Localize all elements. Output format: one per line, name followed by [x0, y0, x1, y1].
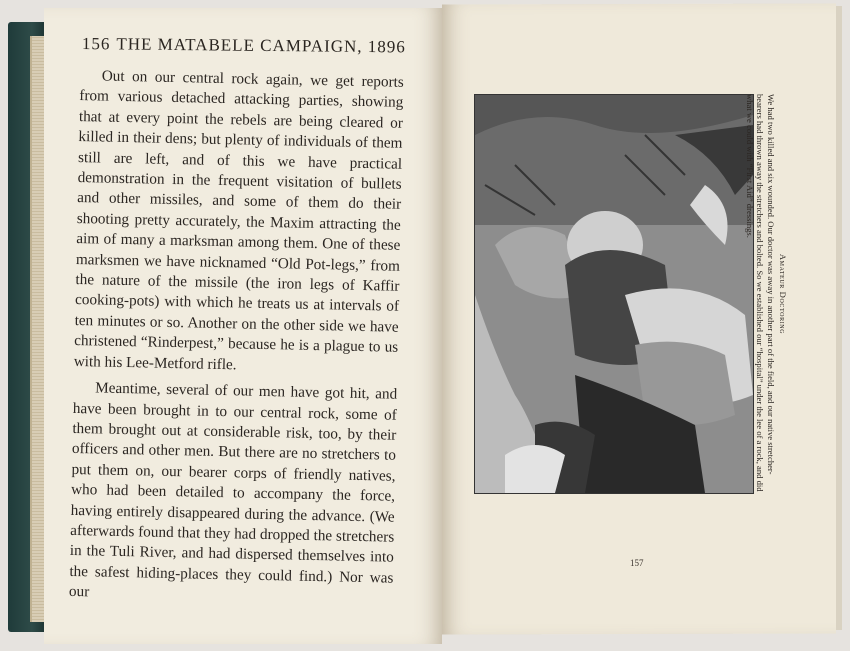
right-page-number: 157 [630, 558, 644, 568]
right-page-edge [836, 6, 842, 630]
caption-text: We had two killed and six wounded. Our doctor was away in another part of the field, and our native stretcher-bearers had thrown away the stretchers and bolted. So we established our “hospital” under the lee of a rock, and did what we could with “First Aid” dressings. [744, 94, 776, 492]
caption-title: Amateur Doctoring [778, 253, 788, 335]
photo-caption [744, 94, 788, 494]
left-page-number: 156 [81, 34, 111, 54]
paragraph-1: Out on our central rock again, we get reports from various detached attacking parties, showing that at every point the rebels are being cleared or killed in their dens; but plenty of individuals of them still are left, and of this we have practical demonstration in the frequent visitation of bullets and other missiles, and some of them do their shooting pretty accurately, the Maxim attracting the aim of many a marksman among them. One of these marksmen we have nicknamed “Old Pot-legs,” from the nature of the missile (the iron legs of Kaffir cooking-pots) with which he treats us at intervals of ten minutes or so. Another on the other side we have christened “Rinderpest,” because he is a plague to us with his Lee-Metford rifle. [73, 67, 404, 374]
photo-illustration [475, 95, 753, 493]
paragraph-2: Meantime, several of our men have got hit, and have been brought in to our central rock, some of them brought out at considerable risk, too, by their officers and other men. But there are no stretchers to put them on, our bearer corps of friendly natives, who had been detailed to accompany the force, having entirely disappeared during the advance. (We afterwards found that they had dropped the stretchers in the Tuli River, and had dispersed themselves into the safest hiding-places they could find.) Nor was our [68, 379, 398, 601]
body-text [69, 66, 404, 609]
halftone-photograph-icon [474, 94, 754, 494]
running-head-title: THE MATABELE CAMPAIGN, 1896 [116, 34, 406, 57]
running-header [82, 34, 412, 57]
